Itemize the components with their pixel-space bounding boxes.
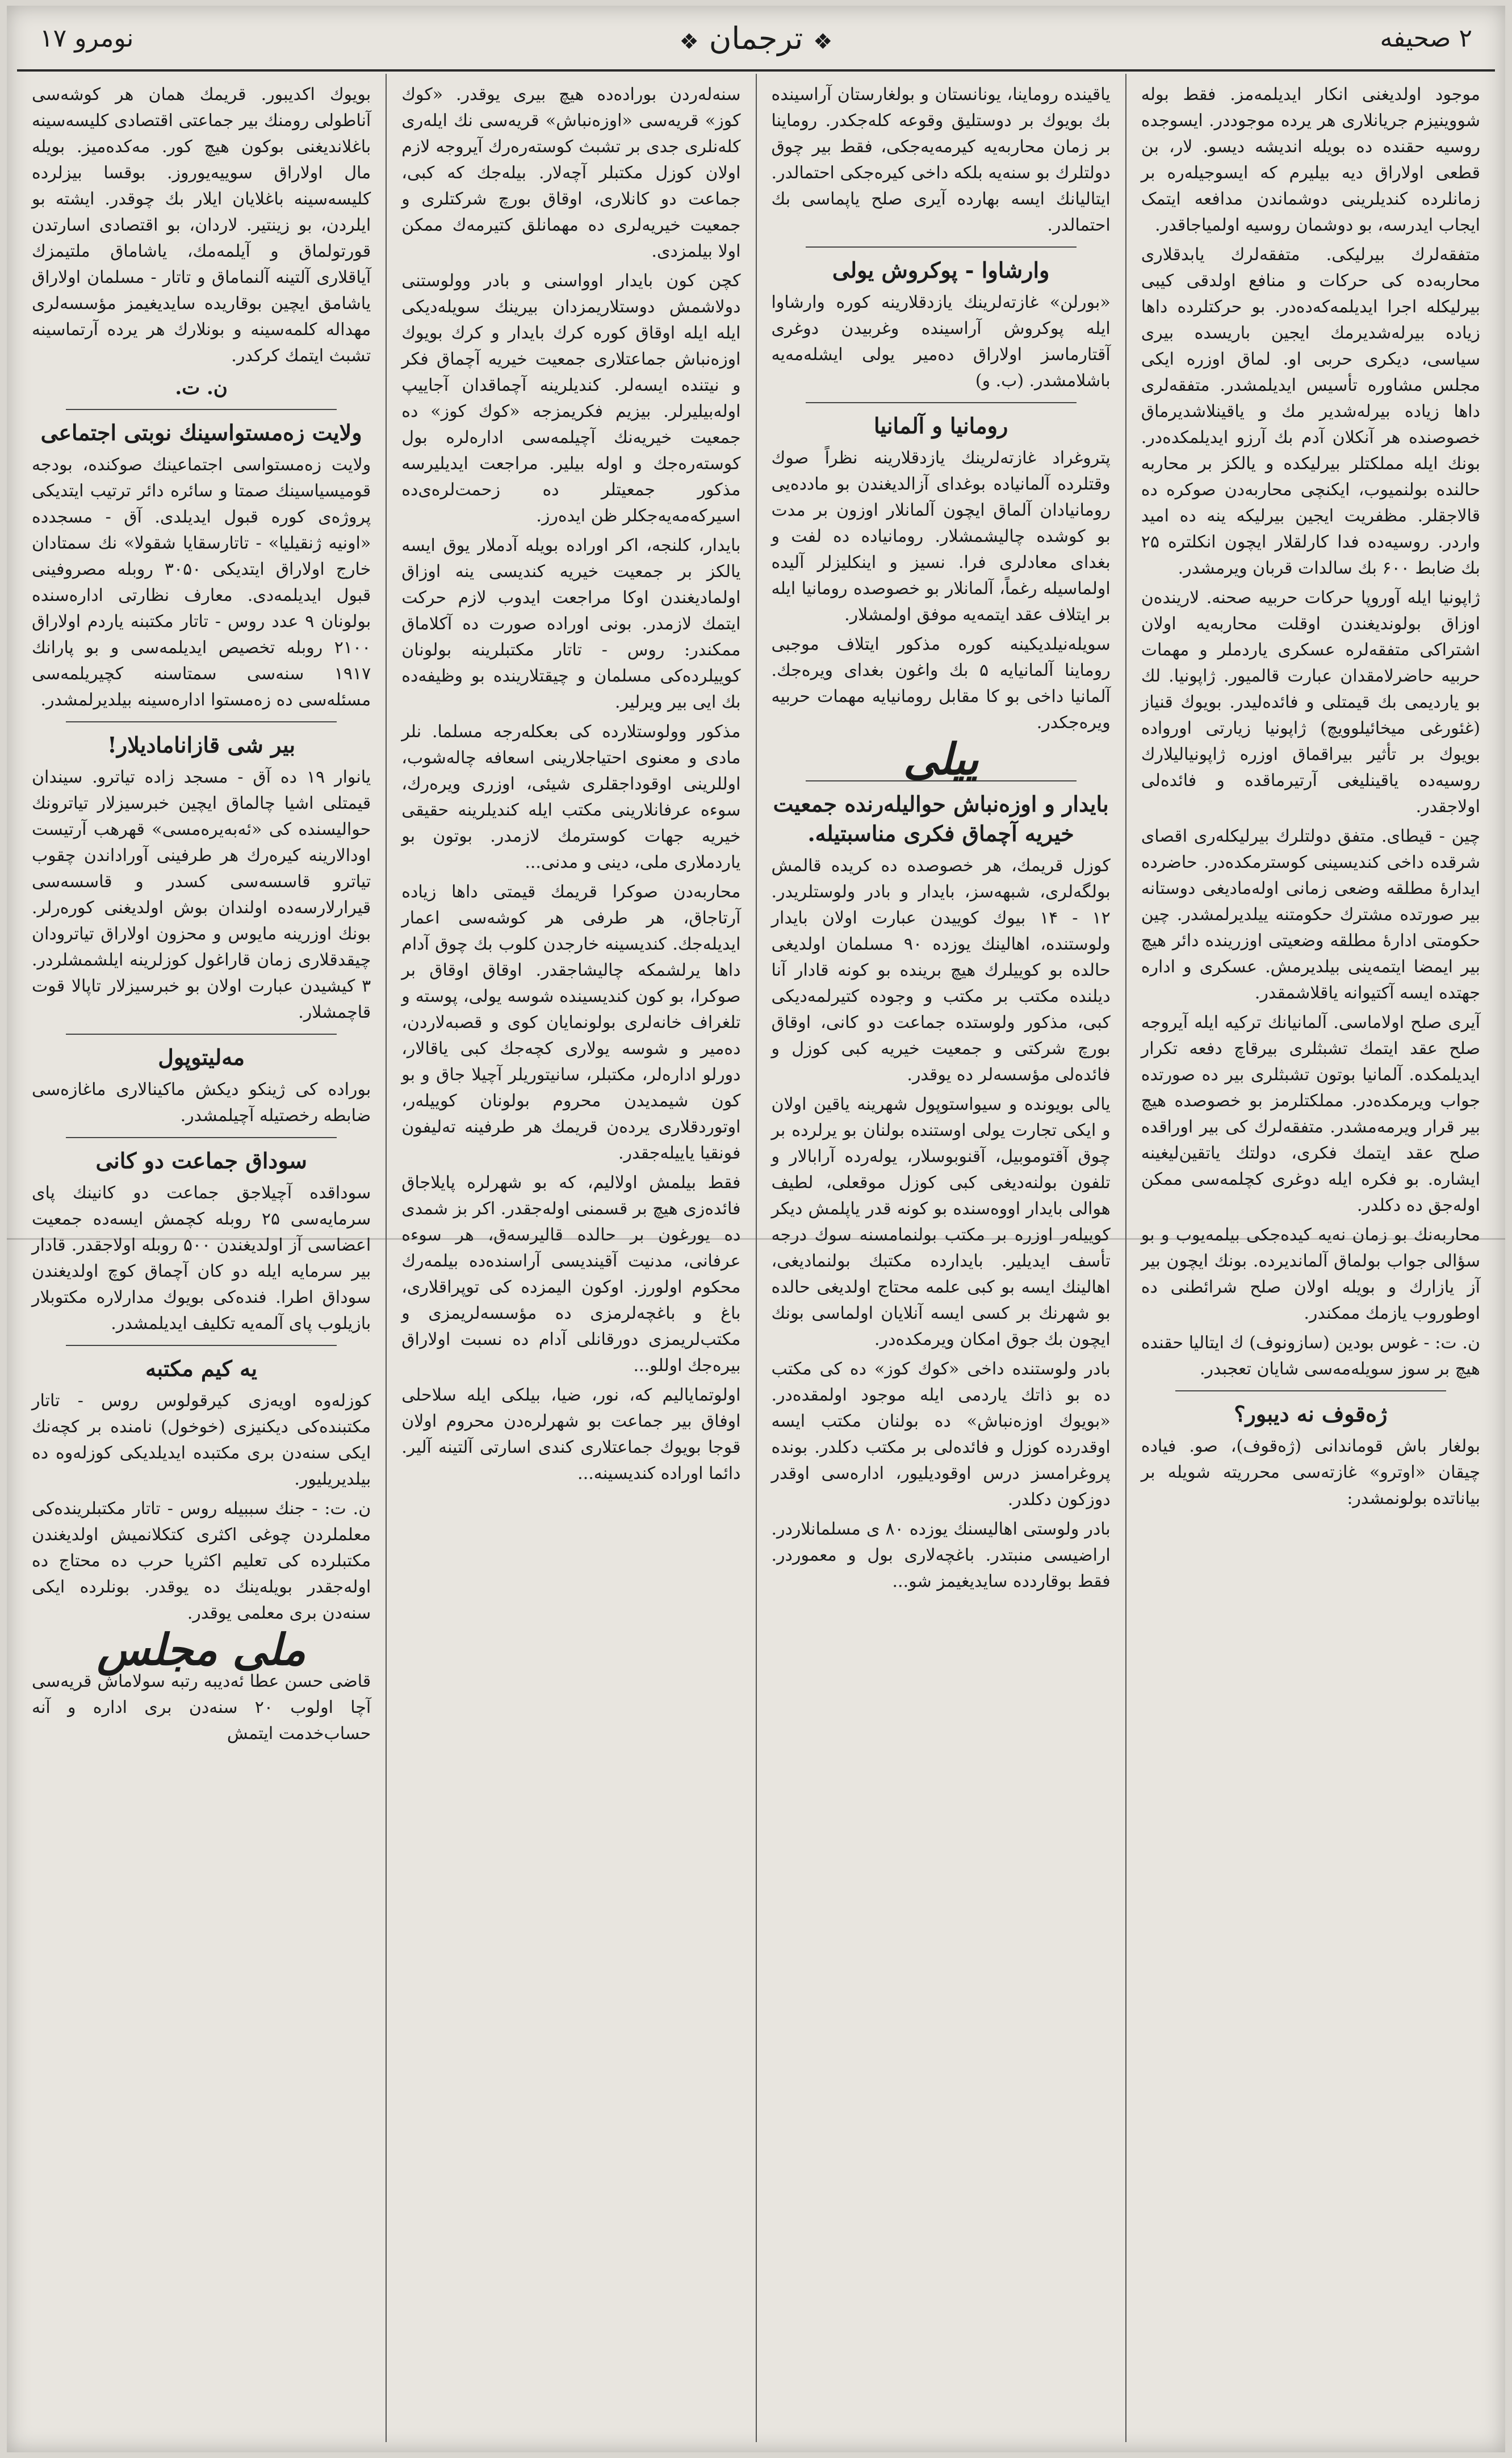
section-divider [1175,1390,1446,1391]
section-divider [66,721,337,722]
article-paragraph: «بورلن» غازته‌لرینك یازدقلارینه کوره وارشاوا ایله پوکروش آراسینده وغربیدن دوغری آقتارماسز اولاراق دەمیر یولی ایشله‌مه‌یه باشلامشدر. (ب. و) [771,292,1111,391]
section-logo: ییلی [903,734,979,784]
article-paragraph: سوداقده آچیلاجق جماعت دو کانینك پای سرمایه‌سی ۲۵ روبله کچمش ایسه‌ده جمعیت اعضاسی آز اولدیغندن ۵۰۰ روبله اولاجقدر. قادار بیر سرمایه ایله دو کان آچماق کوچ اولدیغندن سوداق اطرا. فنده‌کی بویوك مدارلارە مکتوبلار بازیلوب پای آلمه‌یه تکلیف ایدیلمشدر. [32,1183,371,1333]
article-paragraph: ولایت زەمستواسی اجتماعینك صوکنده، بودجه قومیسیاسینك صمتا و سائره دائر ترتیب ایتدیکی پروژه‌ی کوره قبول ایدیلدی. آق - مسجدده «اونیه ژنقیلیا» - تاتارسقایا شقولا» نك سمتادان خارج اولاراق ایتدیکی ۳۰۵۰ روبله مصروفینی قبول ایدیلمه‌دی. معارف نظارتی ادارەسنده بولونان ۹ عدد روس - تاتار مکتبنه یاردم اولاراق ۲۱۰۰ روبله تخصیص ایدیلمه‌سی و بو پارانك ۱۹۱۷ سنه‌سی سمتاسنه کچیریلمه‌سی مسئله‌سی ده زەمستوا ادارەسینه بیلدیرلمشدر. [32,455,371,710]
section-divider [806,402,1077,403]
article-headline: بیر شی قازاناماديلار! [107,732,296,758]
issue-number: نومرو ۱۷ [40,24,134,53]
article-paragraph: موجود اولدیغنی انکار ایدیلمه‌مز. فقط بوله شووینیزم جریانلاری هر یرده موجوددر. ایسوجده روسیه حقنده ده بویله اندیشه دیسو. لار، بن قطعی اولاراق دیه بیلیرم که ایسوجیله‌ره بر زمانلرده کندیلرینی دوشماندن مدافعه ایتمک ایجاب ایدرسه، بو دوشمان روسیه اولمیاجاقدر. [1141,85,1480,235]
article-paragraph: بادر ولوستنده داخی «کوك کوز» ده کی مکتب ده بو ذاتك یاردمی ایله موجود اولمقده‌در. «بویوك اوزەنباش» ده بولنان مکتب ایسه اوقدرده کوزل و فائده‌لی بر مکتب دکلدر. بونده پروغرامسز درس اوقودیلیور، ادارەسی اوقدر دوزکون دکلدر. [771,1359,1111,1510]
newspaper-title: ❖ ترجمان ❖ [669,20,843,56]
column-3 [386,74,755,2442]
article-paragraph: چین - قیطای. متفق دولتلرك بیرلیکله‌ری اقصای شرقده داخی کندیسینی کوسترمکده‌در. حاضرده ایدارۀ مطلقه وضعی زمانی اوله‌مادیغی دوستانه بیر صورتده مشترك حکومتنه ییلدیرلمشدر. چین حکومتی ادارۀ مطلقه وضعیتی اوزرینده دائر هیچ بیر ایمضا ایتمه‌ینی بیلدیرمش. عسکری و اداره جهتده ایسه آکتیوانه یاقلاشمقدر. [1141,826,1480,1003]
article-paragraph: سنه‌لەردن بوراده‌ده هیچ بیری یوقدر. «کوك کوز» قریه‌سی «اوزەنباش» قریه‌سی نك ایلەری کله‌نلری جدی بر تشبث کوسته‌ره‌رك آیروجه لازم اولان کوزل مکتبلر آچه‌لار. بیله‌جك که کبی، جماعت دو کانلاری، اوقاق بورچ شرکتلری و جمعیت خیریه‌لری ده مهمانلق کتیرمه‌ك ممکن اولا بیلمزدی. [401,85,741,261]
article-paragraph: کوزل قریمك، هر خصوصده ده کریده قالمش بولگەلرى، شبهه‌سز، بایدار و بادر ولوستلریدر. ۱۲ - ۱۴ بیوك کوییدن عبارت اولان بایدار ولوستنده، اهالینك یوزده ۹۰ مسلمان اولدیغی حالده بو کوییلرك هیچ برینده بو کونه قادار آنا دیلنده مکتب بر مکتب و وجوده کتیرلمه‌دیکی کبی، مذکور ولوستده جماعت دو کانی، اوقاق بورچ شرکتی و جمعیت خیریه کبی کوزل و فائده‌لی مؤسسه‌لر ده یوقدر. [771,856,1111,1085]
newspaper-page [7,6,1505,2452]
columns-container [17,74,1495,2442]
article-paragraph: قاضی حسن عطا ئەدیبه رتبه سولاماش قریه‌سی آچا اولوب ۲۰ سنه‌دن بری اداره و آنه حساب‌خدمت ایتمش [32,1671,371,1744]
article-paragraph: ژاپونیا ایله آوروپا حرکات حربیه صحنه. لارینده‌ن اوزاق بولوندیغندن اوقلت محاربه‌یه اولان اشتراکی متفقه‌لره عسکری یاردملر و مهمات حربیه حاضرلامقدان عبارت قالمیور. ژاپونیا. لك بو یاردیمی بك قیمتلی و فائده‌لیدر. بویوك قنیاز (غئورغی میخائیلوویچ) ژاپونیا زیارتی اورواده بویوك بر تأثیر بیراقماق اوزره ژاپونیالیلارك روسیه‌ده یاقینلیغی آرتیرماقده و فائده‌لی اولاجقدر. [1141,588,1480,817]
article-headline: ژەقوف نه دیبور؟ [1234,1401,1388,1427]
article-headline: رومانیا و آلمانیا [873,413,1008,438]
article-paragraph: ن. ت: - جنك سببیله روس - تاتار مکتبلرینده‌کی معلملردن چوغی اکثری کتکلانمیش اولدیغندن مکتبلرده کی تعلیم اکثریا حرب ده محتاج ده اوله‌جقدر بویله‌ینك ده یوقدر. بونلرده ایکی سنه‌دن بری معلمی یوقدر. [32,1499,371,1623]
section-divider [66,1137,337,1138]
article-paragraph: سویله‌نیلدیکینه کوره مذکور ایتلاف موجبی روماینا آلمانیایه ۵ بك واغون بغدای ویره‌جك. آلمانیا داخی بو کا مقابل رومانیایه مهمات حربیه ویره‌جکدر. [771,634,1111,733]
article-paragraph: بایدار، کلنجه، اکر اوراده بویله آدملار یوق ایسه یالکز بر جمعیت خیریه کندیسی ینه اوزاق اولمادیغندن اوکا مراجعت ایدوب لازم حرکت ایتمك لازمدر. بونی اوراده صورت ده آکلاماق ممکندر: روس - تاتار مکتبلرینه بولونان کوییلرده‌کی مسلمان و چیقتلارینده بو وظیفه‌ده بك ایی بیر ویرلیر. [401,536,741,712]
column-4 [17,74,386,2442]
article-paragraph: یانوار ۱۹ ده آق - مسجد زاده تیاترو. سیندان قیمتلی اشیا چالماق ایچین خبرسیزلار تیاترونك حوالیسنده کی «ئه‌بەیرەمسی» قهرهب آرتیست اودالارینه کیره‌رك هر طرفینی آوراداندن چقوب تیاترو قاسسه‌سی کسدر و قاسسه‌سی قیرارلارسه‌ده اولندان بوش اولدیغنی کوره‌رلر. بونك اوزرینه مایوس و محزون اولاراق تیاترودان چیقدقلاری زمان قاراغول کوزلرینه ایلشمشلردر. ۳ کیشیدن عبارت اولان بو خبرسیزلار تاپالا قوت قاچمشلار. [32,767,371,1022]
article-paragraph: پتروغراد غازته‌لرینك یازدقلارینه نظراً صوك وقتلرده آلمانیاده بوغدای آزالدیغندن بو مادده‌یی رومانیادان آلماق ایچون آلمانلار اوزون بر مدت بو کوشده چالیشمشلار. رومانیاده ده لفت و بغدای معادلری فرا. نسیز و اینکلیزلر آلیده اولماسیله رغماً، آلمانلار بو خصوصده رومانیا ایله بر ایتلاف عقد ایتمه‌یه موفق اولمشلار. [771,448,1111,625]
article-paragraph: آیری صلح اولاماسی. آلمانیانك ترکیه ایله آیروجه صلح عقد ایتمك تشبثلری بیرقاچ دفعه تکرار ایدیلمکده. آلمانیا بوتون تشبثلری بیر ده صورتده جواب ویرمکده‌در. مملکتلرمز بو خصوصده هیچ بیر قرار ویرمه‌مشدر. متفقه‌لرك کی بیر اوراقده صلح عقد ایتمك فکری، دولتك یاتقین‌لیغینه ایشاره. بو فکره ایله دوغری کچلمه‌سی ممکن اوله‌جق ده دکلدر. [1141,1013,1480,1215]
article-paragraph: کچن کون بایدار اوواسنی و بادر وولوستنی دولاشمش دوستلاریمزدان بیرینك سویله‌دیکی ایله ایله اوقاق کوره کرك بایدار و کرك بویوك اوزەنباش جماعتلاری جمعیت خیریه آچماق فکر و نیتنده ایسه‌لر. کندیلرینه آچماقدان آجاییپ اوله‌بیلیرلر. بیزیم فکریمزجه «کوك کوز» ده جمعیت خیریه‌نك آچیلمه‌سی ادارەلره بول کوسته‌ره‌جك و اوله بیلیر. مراجعت ایدیلیرسه مذکور جمعیتلر ده زحمت‌لره‌ی‌ده اسیرکه‌مه‌یه‌جکلر ظن ایده‌رز. [401,271,741,526]
author-signature: ن. ت. [175,377,228,399]
article-headline: یه کیم مکتبه [145,1356,258,1381]
article-headline: مه‌لیتوپول [158,1044,245,1070]
article-paragraph: بادر ولوستی اهالیسنك یوزده ۸۰ ی مسلمانلاردر. اراضیسی منبتدر. باغچه‌لاری بول و معموردر. فقط بوقاردده سایدیغیمز شو... [771,1519,1111,1591]
article-paragraph: ن. ت: - غوس بودین (سازونوف) ك ایتالیا حقنده هیچ بر سوز سویله‌مه‌سی شایان تعجبدر. [1141,1333,1480,1379]
article-paragraph: بوراده کی ژینکو دیکش ماکینالاری ماغازه‌سی ضابطه رخصتیله آچیلمشدر. [32,1080,371,1126]
article-paragraph: کوزلەوه اویەزی کیرقولوس روس - تاتار مکتبنده‌کی دیکنیزی (خوخول) نامنده بر کچەنك ایکی سنه‌دن بری مکتبده ایدیلدیکی کوزلەوه ده بیلدیریلیور. [32,1391,371,1489]
article-paragraph: مذکور وولوستلارده کی بعکله‌رجه مسلما. نلر مادی و معنوی احتیاجلارینی اسعافه چاله‌شوب، اوللرینی اوقوداجقلری شیئی، اوزری ویره‌رك، سوءه عرفانلارینی مکتب ایله کندیلرینه حقیقی خیریه جهات کوسترمك لازمدر. بوتون بو یاردملاری ملی، دینی و مدنی... [401,722,741,872]
column-1 [1125,74,1495,2442]
masthead [17,12,1495,72]
section-logo: ملی مجلس [97,1624,306,1675]
section-divider [66,409,337,410]
article-paragraph: محاربه‌نك بو زمان نه‌یه کیده‌جکی بیلمه‌یوب و بو سؤالی جواب بولماق آلماندیرده. بونك ایچون بیر آز یازارك و بویله اولان صلح شرائطنی ده اوطوروب یازمك ممکندر. [1141,1225,1480,1323]
column-2 [756,74,1125,2442]
page-number: ۲ صحیفه [1380,24,1472,53]
article-paragraph: محاربه‌دن صوکرا قریمك قیمتی داها زیاده آرتاجاق، هر طرفی هر کوشه‌سی اعمار ایدیله‌جك. کندیسینه خارجدن کلوب بك چوق آدام داها یرلشمکه چالیشاجقدر. اوقاق اوقاق بر صوکرا، بو کون کندیسینده شوسه یولی، پوسته و تلغراف خانه‌لری بولونمایان کوی و قصبه‌لاردن، دەمیر و شوسه یولاری کچه‌جك کبی یاقالار، دورلو ادارەلر، مکتبلر، سانیتوریلر آچیلا جاق و بو کون شیمدیدن محروم بولونان کوییله‌ر، اوتوردقلاری یرده‌ن قریمك هر طرفینه ته‌لیفون فونقیا یاییله‌جقدر. [401,882,741,1163]
article-paragraph: یاقینده روماینا، یونانستان و بولغارستان آراسینده بك بویوك بر دوستلیق وقوعه کله‌جکدر. روماینا بر زمان محاربه‌یه کیرمه‌یه‌جکی، فقط بیر چوق دولتلرك بو سنه‌یه بلکه داخی کیره‌جکی احتمالدر. ایتالیانك ایسه بهارده آیری صلح یاپماسی بك احتمالدر. [771,85,1111,235]
article-headline: وارشاوا - پوکروش یولی [832,257,1050,283]
article-paragraph: بولغار باش قوماندانی (ژەقوف)، صو. فیاده چیقان «اوترو» غازته‌سی محرریته شویله بر بیاناتده بولونمشدر: [1141,1436,1480,1508]
article-headline: سوداق جماعت دو کانی [95,1148,307,1173]
article-headline: بایدار و اوزەنباش حوالیله‌رنده جمعیت خیریه آچماق فکری مناسبتیله. [773,791,1109,846]
article-paragraph: بویوك اکدیبور. قریمك همان هر کوشه‌سی آناطولی رومنك بیر جماعتی اقتصادی کلیسه‌سینه باغلاندیغنی بوکون هیچ کور. مه‌کده‌میز. بویله مال اولاراق سوییه‌یوروز. بوقسا بیزلرده کلیسه‌سینه باغلایان ایلار بك چوقدر. ایشته بو ایلردن، بو زینتیر. لاردان، بو اقتصادی اسارتدن قورتولماق و آیلمه‌مك، یاشاماق ملتیمزك آیاقلاری آلتینه آلنماماق و تاتار - مسلمان اولاراق یاشامق ایچین بوقاریده سایدیغیمز مؤسسه‌لری مهداله کلمه‌سینه و بونلارك هر یرده آرتماسینه تشبث ایتمك کرکدر. [32,85,371,366]
section-divider [66,1345,337,1346]
article-paragraph: اولوتمایالیم که، نور، ضیا، بیلکی ایله سلاحلی اوفاق بیر جماعت بو شهرلره‌دن محروم اولان قوجا بویوك جماعتلاری کندی اسارتی آلتینه آلیر. دائما اوراده کندیسینه... [401,1385,741,1483]
article-paragraph: یالی بویونده و سیواستوپول شهرینه یاقین اولان و ایکی تجارت یولی اوستنده بولنان بو یرلرده بر چوق آقتوموبیل، آقنوبوسلار، یوله‌رده آرابالار و تلفون بولنه‌دیغی کبی کوزل موقعلی، لطیف هوالی بایدار اووه‌سنده بو کونه قدر یاپلمش دیکر کوییله‌ر اوزره بر مکتب بولنمامسنه سوك درجه تأسف ایدیلیر. بایدارده مکتبك بولنمادیغی، اهالینك ایسه بو کبی علمه محتاج اولدیغی حالده بو شهرنك بر کسی ایسه آنلایان اولماسی بونك ایچون بك جوق امکان ویرمکده‌در. [771,1094,1111,1349]
section-divider [806,246,1077,248]
section-divider [66,1034,337,1035]
article-paragraph: فقط بیلمش اولالیم، که بو شهرلره پایلاجاق فائده‌زی هیچ بر قسمنی اوله‌جقدر. اکر بز شمدی ده یورغون بر حالده قالیرسه‌ق، هر سوءه عرفانی، مدنیت آقیندیسی آراسنده‌ده بیلمه‌رك محکوم اولورز. اوکون الیمزده کی توپراقلاری، باغ و باغچه‌لرمزی ده مؤسسه‌لریمزی و مکتب‌لریمزی دورقانلی آدام ده نسبت اولاراق بیره‌جك اوللو... [401,1173,741,1376]
article-paragraph: متفقه‌لرك بیرلیکی. متفقه‌لرك یابدقلاری محاربه‌ده کی حرکات و منافع اولدقی کیبی بیرلیکله اجرا ایدیلمه‌که‌ده‌در. بو حرکتلرده داها زیاده بیرله‌شدیرمك ایجین باریسده بیری سیاسی، دیکری حربی او. لماق اوزره ایکی مجلس مشاوره تأسیس ایدیلمشدر. متفقه‌لری داها زیاده بیرله‌شدیر مك و یاقینلاشدیرماق خصوصنده هر آنکلان آدم بك آرزو ایدیلمکده‌در. بونك ایله مملکتلر بیرلیکده و یالکز بر محاربه حالنده بولنمیوب، ایکنچی محاربه‌دن صوکره ده قالاجقلر. مظفریت ایجین بیرلیکه ینه ده امید واردر. روسیه‌ده فدا کارلقلار ایچون انکلتره ۲۵ بك ضابط ۶۰۰ بك سالدات قربان ویرمشدر. [1141,245,1480,578]
article-headline: ولایت زەمستواسینك نوبتی اجتماعی [40,420,362,445]
